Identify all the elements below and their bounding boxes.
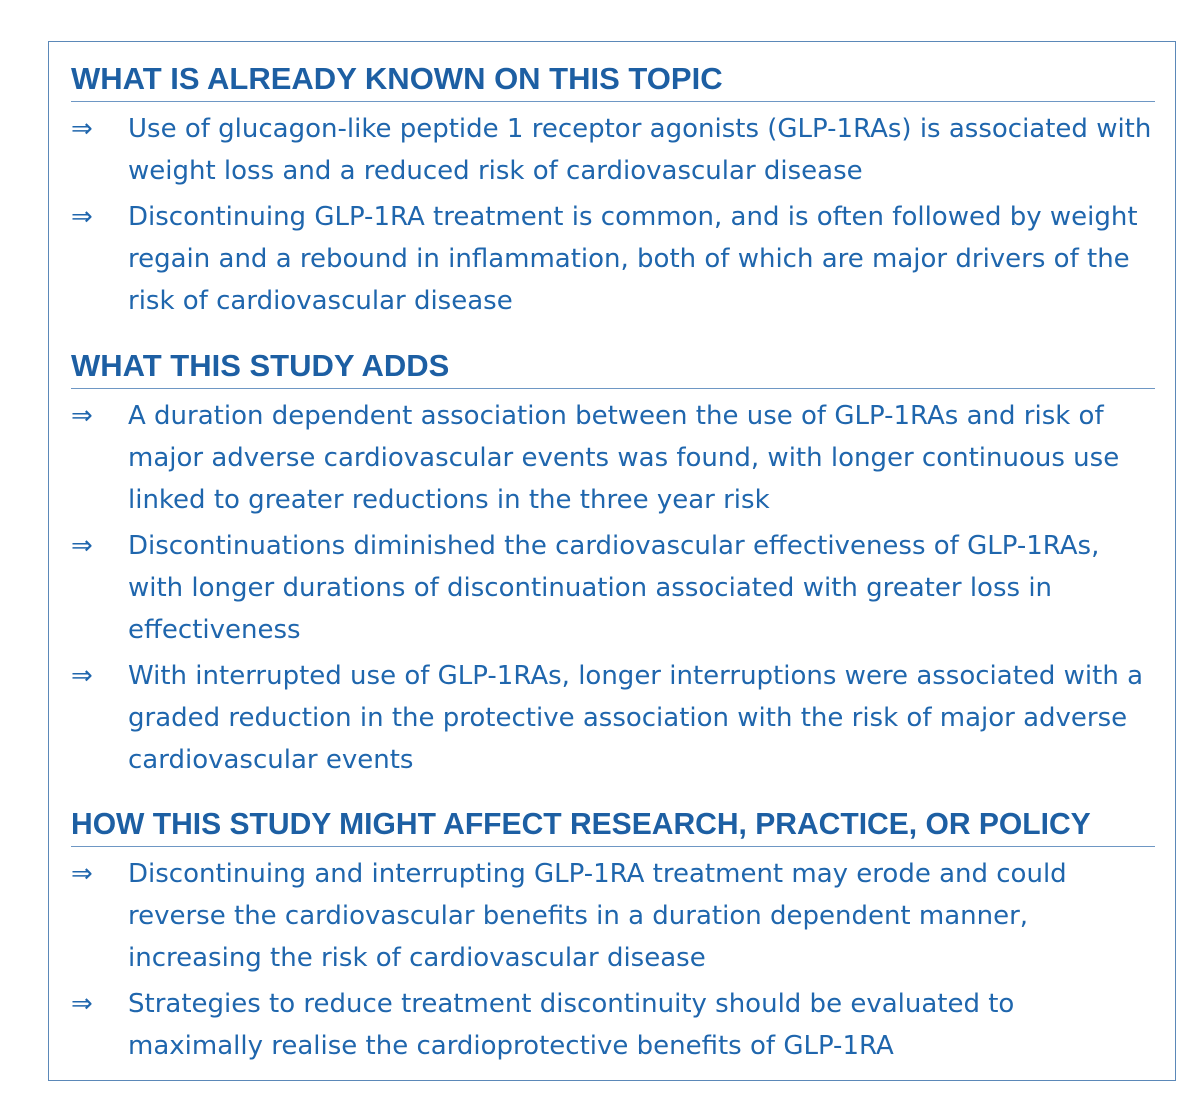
section-heading-known: WHAT IS ALREADY KNOWN ON THIS TOPIC (71, 62, 1155, 102)
bullet-text: A duration dependent association between the use of GLP-1RAs and risk of major adverse cardiovascular events was found, with longer continuous use linked to greater reductions in the three year risk (128, 401, 1120, 515)
bullet-text: Discontinuing GLP-1RA treatment is common, and is often followed by weight regain and a rebound in inflammation, both of which are major drivers of the risk of cardiovascular disease (128, 202, 1138, 316)
double-arrow-icon: ⇒ (71, 859, 93, 889)
bullet-text: Discontinuing and interrupting GLP-1RA treatment may erode and could reverse the cardiovascular benefits in a duration dependent manner, increasing the risk of cardiovascular disease (128, 859, 1067, 973)
section-heading-affect: HOW THIS STUDY MIGHT AFFECT RESEARCH, PRACTICE, OR POLICY (71, 807, 1155, 847)
bullet-text: Strategies to reduce treatment discontinuity should be evaluated to maximally realise the cardioprotective benefits of GLP-1RA (128, 989, 1015, 1061)
list-item (71, 395, 1155, 521)
section-adds (71, 349, 1155, 781)
list-item (71, 525, 1155, 651)
double-arrow-icon: ⇒ (71, 401, 93, 431)
bullet-list-adds (71, 395, 1155, 781)
bullet-text: Use of glucagon-like peptide 1 receptor agonists (GLP-1RAs) is associated with weight loss and a reduced risk of cardiovascular disease (128, 114, 1152, 186)
double-arrow-icon: ⇒ (71, 114, 93, 144)
bullet-text: Discontinuations diminished the cardiovascular effectiveness of GLP-1RAs, with longer durations of discontinuation associated with greater loss in effectiveness (128, 531, 1100, 645)
double-arrow-icon: ⇒ (71, 531, 93, 561)
section-affect (71, 807, 1155, 1067)
bullet-text: With interrupted use of GLP-1RAs, longer interruptions were associated with a graded reduction in the protective association with the risk of major adverse cardiovascular events (128, 661, 1144, 775)
double-arrow-icon: ⇒ (71, 661, 93, 691)
section-known (71, 62, 1155, 322)
double-arrow-icon: ⇒ (71, 202, 93, 232)
bullet-list-known (71, 108, 1155, 322)
list-item (71, 108, 1155, 192)
section-heading-adds: WHAT THIS STUDY ADDS (71, 349, 1155, 389)
list-item (71, 655, 1155, 781)
bullet-list-affect (71, 853, 1155, 1067)
list-item (71, 853, 1155, 979)
double-arrow-icon: ⇒ (71, 989, 93, 1019)
summary-box (48, 41, 1176, 1081)
list-item (71, 196, 1155, 322)
list-item (71, 983, 1155, 1067)
